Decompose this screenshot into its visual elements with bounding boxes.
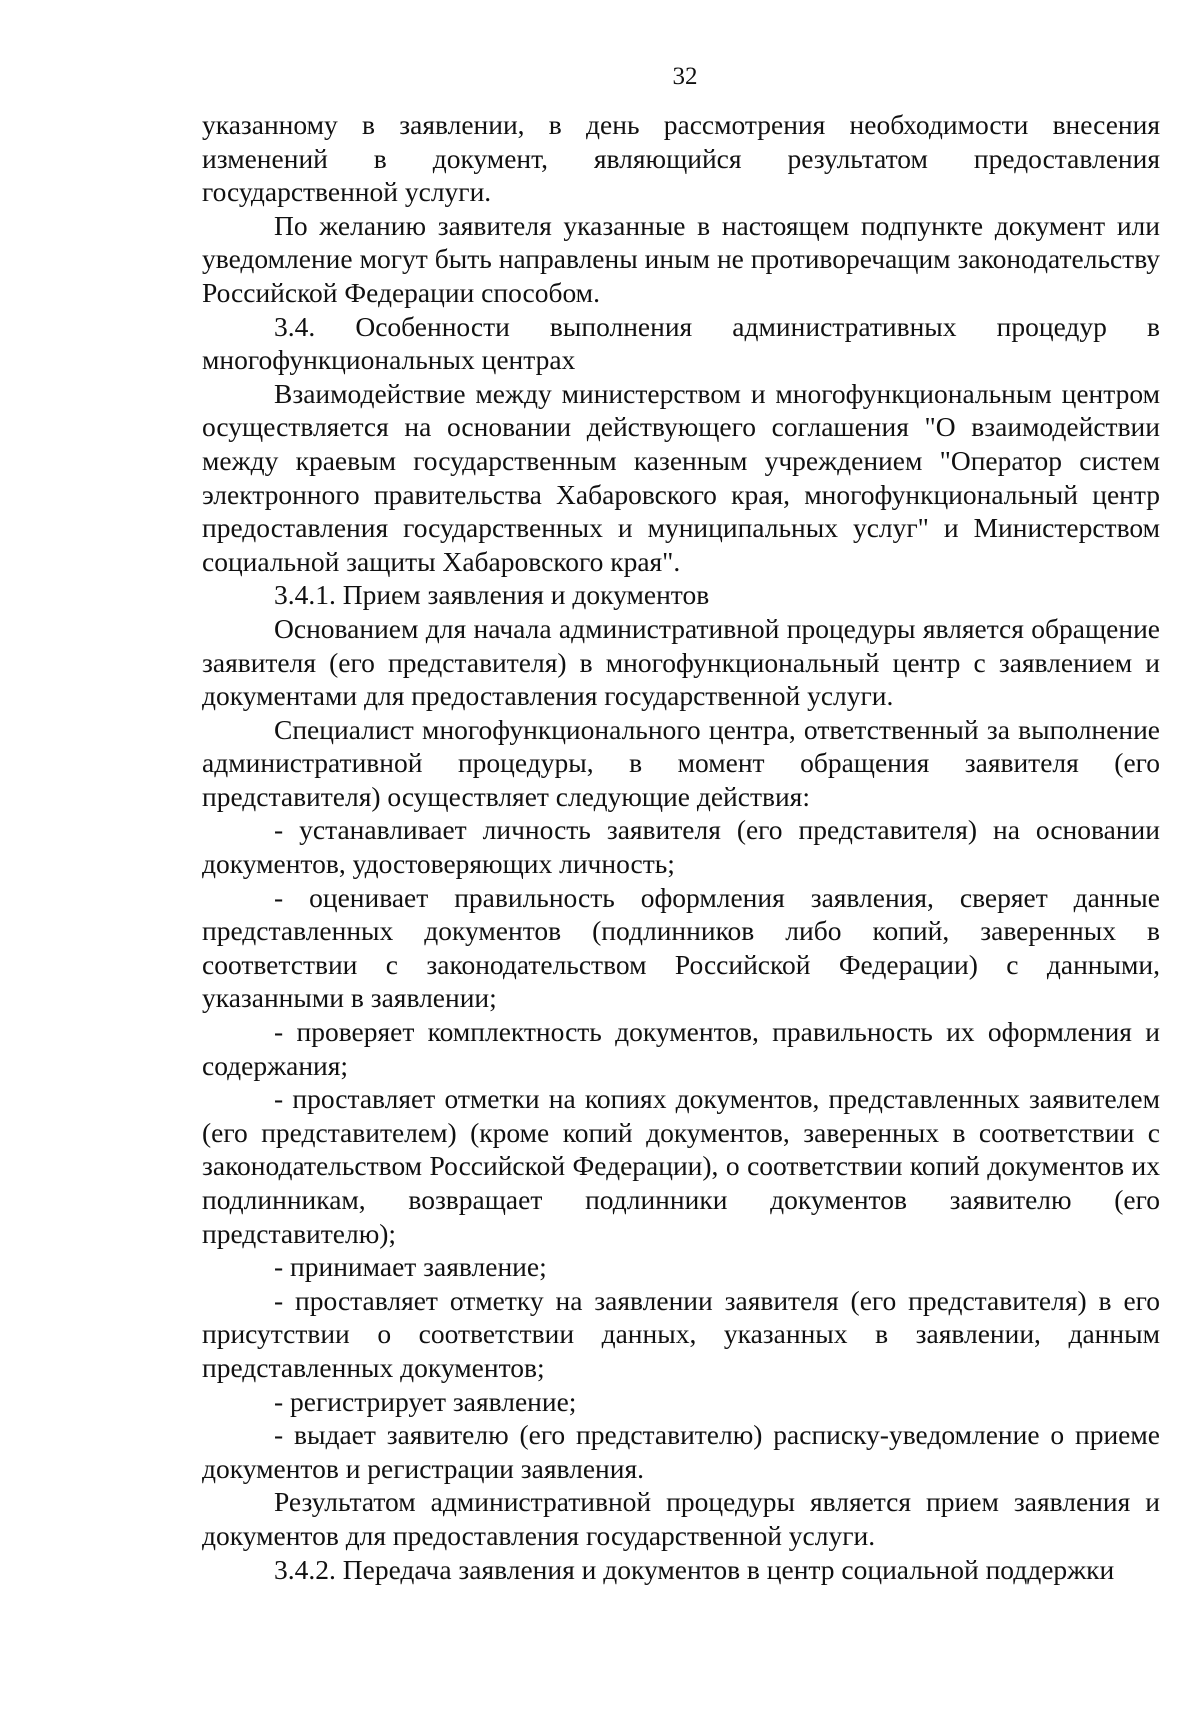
paragraph-continuation: указанному в заявлении, в день рассмотрения необходимости внесения изменений в документ, являющийся результатом предоставления государственной услуги. [202,109,1160,208]
list-item-accept: - принимает заявление; [274,1251,547,1283]
section-heading-3-4-1: 3.4.1. Прием заявления и документов [274,579,710,611]
list-item-evaluate: - оценивает правильность оформления заявления, сверяет данные представленных документов (подлинников либо копий, заверенных в соответствии с законодательством Российской Федерации) с данными, указанными в заявлении; [202,881,1160,1014]
page-number: 32 [672,63,698,90]
section-heading-3-4: 3.4. Особенности выполнения административных процедур в многофункциональных центрах [202,310,1160,376]
section-heading-3-4-2: 3.4.2. Передача заявления и документов в центр социальной поддержки [274,1553,1115,1585]
list-item-check-completeness: - проверяет комплектность документов, правильность их оформления и содержания; [202,1016,1160,1081]
document-body [202,108,1160,1586]
list-item-mark-copies: - проставляет отметки на копиях документов, представленных заявителем (его представителем) (кроме копий документов, заверенных в соответствии с законодательством Российской Федерации), о соответствии копий документов их подлинникам, возвращает подлинники документов заявителю (его представителю); [202,1083,1160,1249]
list-item-mark-application: - проставляет отметку на заявлении заявителя (его представителя) в его присутствии о соответствии данных, указанных в заявлении, данным представленных документов; [202,1284,1160,1383]
paragraph-specialist-actions: Специалист многофункционального центра, ответственный за выполнение административной процедуры, в момент обращения заявителя (его представителя) осуществляет следующие действия: [202,713,1160,812]
list-item-issue-receipt: - выдает заявителю (его представителю) расписку-уведомление о приеме документов и регистрации заявления. [202,1419,1160,1484]
paragraph-interaction-agreement: Взаимодействие между министерством и многофункциональным центром осуществляется на основании действующего соглашения "О взаимодействии между краевым государственным казенным учреждением "Оператор систем электронного правительства Хабаровского края, многофункциональный центр предоставления государственных и муниципальных услуг" и Министерством социальной защиты Хабаровского края". [202,377,1160,577]
paragraph-result: Результатом административной процедуры является прием заявления и документов для предоставления государственной услуги. [202,1486,1160,1551]
list-item-register: - регистрирует заявление; [274,1385,577,1417]
list-item-identify: - устанавливает личность заявителя (его представителя) на основании документов, удостоверяющих личность; [202,814,1160,880]
paragraph-grounds: Основанием для начала административной процедуры является обращение заявителя (его представителя) в многофункциональный центр с заявлением и документами для предоставления государственной услуги. [202,612,1160,712]
paragraph-delivery-method: По желанию заявителя указанные в настоящем подпункте документ или уведомление могут быть направлены иным не противоречащим законодательству Российской Федерации способом. [202,209,1160,308]
